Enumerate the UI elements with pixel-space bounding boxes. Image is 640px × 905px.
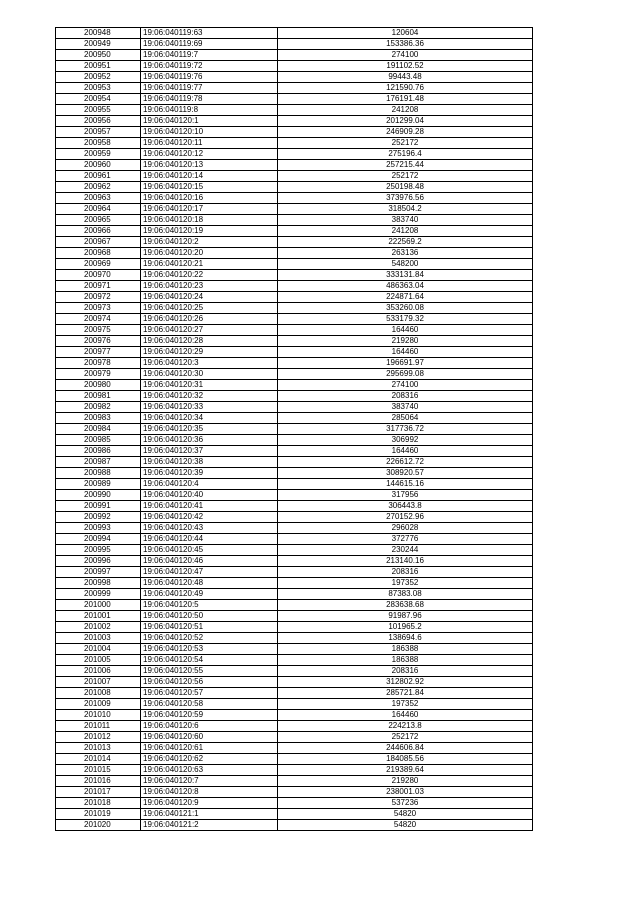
row-id-cell: 200993 bbox=[56, 523, 141, 534]
table-row bbox=[56, 237, 533, 248]
table-row bbox=[56, 743, 533, 754]
row-value-cell: 373976.56 bbox=[278, 193, 533, 204]
row-id-cell: 200971 bbox=[56, 281, 141, 292]
table-row bbox=[56, 182, 533, 193]
table-row bbox=[56, 798, 533, 809]
row-time-cell: 19:06:040120:50 bbox=[141, 611, 278, 622]
row-value-cell: 372776 bbox=[278, 534, 533, 545]
table-row bbox=[56, 28, 533, 39]
table-row bbox=[56, 655, 533, 666]
row-id-cell: 201015 bbox=[56, 765, 141, 776]
table-row bbox=[56, 226, 533, 237]
row-id-cell: 200999 bbox=[56, 589, 141, 600]
row-id-cell: 200990 bbox=[56, 490, 141, 501]
row-time-cell: 19:06:040120:20 bbox=[141, 248, 278, 259]
row-id-cell: 201005 bbox=[56, 655, 141, 666]
row-value-cell: 164460 bbox=[278, 446, 533, 457]
row-id-cell: 201000 bbox=[56, 600, 141, 611]
table-row bbox=[56, 446, 533, 457]
row-id-cell: 201016 bbox=[56, 776, 141, 787]
row-value-cell: 176191.48 bbox=[278, 94, 533, 105]
row-id-cell: 200969 bbox=[56, 259, 141, 270]
row-time-cell: 19:06:040120:51 bbox=[141, 622, 278, 633]
row-id-cell: 201010 bbox=[56, 710, 141, 721]
row-id-cell: 200957 bbox=[56, 127, 141, 138]
row-value-cell: 224871.64 bbox=[278, 292, 533, 303]
row-value-cell: 201299.04 bbox=[278, 116, 533, 127]
row-value-cell: 219389.64 bbox=[278, 765, 533, 776]
table-row bbox=[56, 710, 533, 721]
row-id-cell: 200962 bbox=[56, 182, 141, 193]
row-value-cell: 241208 bbox=[278, 226, 533, 237]
row-time-cell: 19:06:040120:55 bbox=[141, 666, 278, 677]
row-time-cell: 19:06:040120:27 bbox=[141, 325, 278, 336]
row-id-cell: 200977 bbox=[56, 347, 141, 358]
row-id-cell: 200958 bbox=[56, 138, 141, 149]
row-value-cell: 219280 bbox=[278, 776, 533, 787]
row-value-cell: 274100 bbox=[278, 50, 533, 61]
row-id-cell: 200991 bbox=[56, 501, 141, 512]
row-id-cell: 200954 bbox=[56, 94, 141, 105]
row-time-cell: 19:06:040119:72 bbox=[141, 61, 278, 72]
row-id-cell: 200988 bbox=[56, 468, 141, 479]
row-id-cell: 200961 bbox=[56, 171, 141, 182]
row-value-cell: 191102.52 bbox=[278, 61, 533, 72]
table-row bbox=[56, 468, 533, 479]
table-row bbox=[56, 633, 533, 644]
row-time-cell: 19:06:040120:52 bbox=[141, 633, 278, 644]
row-time-cell: 19:06:040120:16 bbox=[141, 193, 278, 204]
row-id-cell: 200995 bbox=[56, 545, 141, 556]
table-row bbox=[56, 611, 533, 622]
row-id-cell: 201009 bbox=[56, 699, 141, 710]
table-row bbox=[56, 666, 533, 677]
row-value-cell: 275196.4 bbox=[278, 149, 533, 160]
table-body bbox=[56, 28, 533, 831]
row-value-cell: 222569.2 bbox=[278, 237, 533, 248]
row-value-cell: 208316 bbox=[278, 666, 533, 677]
row-time-cell: 19:06:040120:18 bbox=[141, 215, 278, 226]
table-row bbox=[56, 303, 533, 314]
table-row bbox=[56, 325, 533, 336]
row-id-cell: 200998 bbox=[56, 578, 141, 589]
row-time-cell: 19:06:040120:4 bbox=[141, 479, 278, 490]
row-time-cell: 19:06:040120:7 bbox=[141, 776, 278, 787]
table-row bbox=[56, 215, 533, 226]
table-row bbox=[56, 545, 533, 556]
row-id-cell: 201020 bbox=[56, 820, 141, 831]
row-value-cell: 252172 bbox=[278, 732, 533, 743]
row-time-cell: 19:06:040119:76 bbox=[141, 72, 278, 83]
row-value-cell: 537236 bbox=[278, 798, 533, 809]
row-time-cell: 19:06:040120:15 bbox=[141, 182, 278, 193]
table-row bbox=[56, 160, 533, 171]
row-value-cell: 138694.6 bbox=[278, 633, 533, 644]
row-id-cell: 200970 bbox=[56, 270, 141, 281]
row-time-cell: 19:06:040121:2 bbox=[141, 820, 278, 831]
row-value-cell: 208316 bbox=[278, 567, 533, 578]
row-value-cell: 383740 bbox=[278, 402, 533, 413]
table-row bbox=[56, 259, 533, 270]
row-id-cell: 200979 bbox=[56, 369, 141, 380]
row-time-cell: 19:06:040120:14 bbox=[141, 171, 278, 182]
row-time-cell: 19:06:040120:60 bbox=[141, 732, 278, 743]
table-row bbox=[56, 402, 533, 413]
row-id-cell: 201017 bbox=[56, 787, 141, 798]
row-value-cell: 186388 bbox=[278, 655, 533, 666]
row-value-cell: 274100 bbox=[278, 380, 533, 391]
row-time-cell: 19:06:040120:62 bbox=[141, 754, 278, 765]
row-value-cell: 318504.2 bbox=[278, 204, 533, 215]
row-id-cell: 201011 bbox=[56, 721, 141, 732]
table-row bbox=[56, 688, 533, 699]
row-id-cell: 200997 bbox=[56, 567, 141, 578]
row-time-cell: 19:06:040120:38 bbox=[141, 457, 278, 468]
row-time-cell: 19:06:040120:44 bbox=[141, 534, 278, 545]
row-time-cell: 19:06:040120:9 bbox=[141, 798, 278, 809]
row-id-cell: 200953 bbox=[56, 83, 141, 94]
row-value-cell: 486363.04 bbox=[278, 281, 533, 292]
table-row bbox=[56, 644, 533, 655]
table-row bbox=[56, 116, 533, 127]
row-time-cell: 19:06:040120:28 bbox=[141, 336, 278, 347]
table-row bbox=[56, 424, 533, 435]
table-row bbox=[56, 72, 533, 83]
row-time-cell: 19:06:040120:53 bbox=[141, 644, 278, 655]
row-value-cell: 317736.72 bbox=[278, 424, 533, 435]
row-time-cell: 19:06:040120:36 bbox=[141, 435, 278, 446]
row-time-cell: 19:06:040120:29 bbox=[141, 347, 278, 358]
table-row bbox=[56, 248, 533, 259]
table-row bbox=[56, 501, 533, 512]
table-row bbox=[56, 776, 533, 787]
row-time-cell: 19:06:040120:37 bbox=[141, 446, 278, 457]
table-row bbox=[56, 622, 533, 633]
row-id-cell: 200966 bbox=[56, 226, 141, 237]
table-row bbox=[56, 94, 533, 105]
table-row bbox=[56, 204, 533, 215]
row-value-cell: 333131.84 bbox=[278, 270, 533, 281]
row-time-cell: 19:06:040120:22 bbox=[141, 270, 278, 281]
table-row bbox=[56, 391, 533, 402]
table-row bbox=[56, 534, 533, 545]
table-row bbox=[56, 578, 533, 589]
table-row bbox=[56, 369, 533, 380]
table-row bbox=[56, 105, 533, 116]
row-id-cell: 200983 bbox=[56, 413, 141, 424]
row-time-cell: 19:06:040120:6 bbox=[141, 721, 278, 732]
row-id-cell: 200959 bbox=[56, 149, 141, 160]
row-time-cell: 19:06:040120:46 bbox=[141, 556, 278, 567]
row-value-cell: 306992 bbox=[278, 435, 533, 446]
row-time-cell: 19:06:040120:25 bbox=[141, 303, 278, 314]
row-id-cell: 200960 bbox=[56, 160, 141, 171]
table-row bbox=[56, 281, 533, 292]
row-time-cell: 19:06:040120:13 bbox=[141, 160, 278, 171]
row-id-cell: 201006 bbox=[56, 666, 141, 677]
row-id-cell: 201014 bbox=[56, 754, 141, 765]
row-value-cell: 164460 bbox=[278, 347, 533, 358]
row-time-cell: 19:06:040120:56 bbox=[141, 677, 278, 688]
table-row bbox=[56, 732, 533, 743]
row-time-cell: 19:06:040120:47 bbox=[141, 567, 278, 578]
row-id-cell: 200955 bbox=[56, 105, 141, 116]
table-row bbox=[56, 699, 533, 710]
row-value-cell: 186388 bbox=[278, 644, 533, 655]
row-time-cell: 19:06:040120:5 bbox=[141, 600, 278, 611]
row-id-cell: 201012 bbox=[56, 732, 141, 743]
table-row bbox=[56, 413, 533, 424]
row-time-cell: 19:06:040120:33 bbox=[141, 402, 278, 413]
table-row bbox=[56, 479, 533, 490]
row-id-cell: 200963 bbox=[56, 193, 141, 204]
row-time-cell: 19:06:040120:41 bbox=[141, 501, 278, 512]
table-row bbox=[56, 754, 533, 765]
table-row bbox=[56, 50, 533, 61]
row-id-cell: 200996 bbox=[56, 556, 141, 567]
row-value-cell: 213140.16 bbox=[278, 556, 533, 567]
row-id-cell: 200982 bbox=[56, 402, 141, 413]
row-time-cell: 19:06:040120:49 bbox=[141, 589, 278, 600]
row-id-cell: 200981 bbox=[56, 391, 141, 402]
row-time-cell: 19:06:040119:63 bbox=[141, 28, 278, 39]
row-value-cell: 208316 bbox=[278, 391, 533, 402]
row-value-cell: 121590.76 bbox=[278, 83, 533, 94]
row-time-cell: 19:06:040120:48 bbox=[141, 578, 278, 589]
row-value-cell: 548200 bbox=[278, 259, 533, 270]
row-id-cell: 200978 bbox=[56, 358, 141, 369]
row-time-cell: 19:06:040120:63 bbox=[141, 765, 278, 776]
row-value-cell: 285064 bbox=[278, 413, 533, 424]
row-id-cell: 201002 bbox=[56, 622, 141, 633]
row-value-cell: 295699.08 bbox=[278, 369, 533, 380]
table-row bbox=[56, 765, 533, 776]
row-time-cell: 19:06:040120:12 bbox=[141, 149, 278, 160]
row-id-cell: 201007 bbox=[56, 677, 141, 688]
row-value-cell: 101965.2 bbox=[278, 622, 533, 633]
table-row bbox=[56, 820, 533, 831]
row-time-cell: 19:06:040119:69 bbox=[141, 39, 278, 50]
row-value-cell: 263136 bbox=[278, 248, 533, 259]
row-id-cell: 200980 bbox=[56, 380, 141, 391]
row-value-cell: 244606.84 bbox=[278, 743, 533, 754]
row-id-cell: 200948 bbox=[56, 28, 141, 39]
row-value-cell: 184085.56 bbox=[278, 754, 533, 765]
row-time-cell: 19:06:040121:1 bbox=[141, 809, 278, 820]
table-row bbox=[56, 138, 533, 149]
row-value-cell: 306443.8 bbox=[278, 501, 533, 512]
row-time-cell: 19:06:040120:17 bbox=[141, 204, 278, 215]
row-value-cell: 533179.32 bbox=[278, 314, 533, 325]
row-id-cell: 201001 bbox=[56, 611, 141, 622]
table-row bbox=[56, 787, 533, 798]
row-time-cell: 19:06:040120:58 bbox=[141, 699, 278, 710]
table-row bbox=[56, 61, 533, 72]
row-value-cell: 317956 bbox=[278, 490, 533, 501]
table-row bbox=[56, 556, 533, 567]
row-time-cell: 19:06:040120:10 bbox=[141, 127, 278, 138]
row-time-cell: 19:06:040120:42 bbox=[141, 512, 278, 523]
row-time-cell: 19:06:040120:35 bbox=[141, 424, 278, 435]
row-id-cell: 201013 bbox=[56, 743, 141, 754]
row-id-cell: 200964 bbox=[56, 204, 141, 215]
row-value-cell: 99443.48 bbox=[278, 72, 533, 83]
row-id-cell: 200984 bbox=[56, 424, 141, 435]
row-id-cell: 200951 bbox=[56, 61, 141, 72]
row-time-cell: 19:06:040120:34 bbox=[141, 413, 278, 424]
row-value-cell: 246909.28 bbox=[278, 127, 533, 138]
data-table bbox=[55, 27, 533, 831]
row-time-cell: 19:06:040120:1 bbox=[141, 116, 278, 127]
row-id-cell: 200949 bbox=[56, 39, 141, 50]
row-value-cell: 91987.96 bbox=[278, 611, 533, 622]
row-id-cell: 200989 bbox=[56, 479, 141, 490]
row-value-cell: 238001.03 bbox=[278, 787, 533, 798]
row-value-cell: 197352 bbox=[278, 699, 533, 710]
table-row bbox=[56, 567, 533, 578]
row-id-cell: 200950 bbox=[56, 50, 141, 61]
row-id-cell: 200994 bbox=[56, 534, 141, 545]
row-value-cell: 252172 bbox=[278, 171, 533, 182]
row-value-cell: 153386.36 bbox=[278, 39, 533, 50]
table-row bbox=[56, 292, 533, 303]
table-row bbox=[56, 435, 533, 446]
table-row bbox=[56, 193, 533, 204]
table-row bbox=[56, 149, 533, 160]
row-id-cell: 200952 bbox=[56, 72, 141, 83]
row-id-cell: 200965 bbox=[56, 215, 141, 226]
row-value-cell: 241208 bbox=[278, 105, 533, 116]
row-value-cell: 383740 bbox=[278, 215, 533, 226]
table-row bbox=[56, 314, 533, 325]
table-row bbox=[56, 677, 533, 688]
row-value-cell: 197352 bbox=[278, 578, 533, 589]
row-value-cell: 353260.08 bbox=[278, 303, 533, 314]
row-id-cell: 200973 bbox=[56, 303, 141, 314]
table-row bbox=[56, 457, 533, 468]
table-row bbox=[56, 171, 533, 182]
row-value-cell: 224213.8 bbox=[278, 721, 533, 732]
row-id-cell: 200968 bbox=[56, 248, 141, 259]
row-value-cell: 308920.57 bbox=[278, 468, 533, 479]
row-id-cell: 201019 bbox=[56, 809, 141, 820]
row-id-cell: 201003 bbox=[56, 633, 141, 644]
row-id-cell: 200956 bbox=[56, 116, 141, 127]
row-value-cell: 87383.08 bbox=[278, 589, 533, 600]
row-value-cell: 230244 bbox=[278, 545, 533, 556]
row-id-cell: 200974 bbox=[56, 314, 141, 325]
table-row bbox=[56, 39, 533, 50]
row-id-cell: 200972 bbox=[56, 292, 141, 303]
row-value-cell: 312802.92 bbox=[278, 677, 533, 688]
row-value-cell: 54820 bbox=[278, 809, 533, 820]
row-value-cell: 144615.16 bbox=[278, 479, 533, 490]
table-row bbox=[56, 270, 533, 281]
row-time-cell: 19:06:040120:61 bbox=[141, 743, 278, 754]
row-time-cell: 19:06:040120:43 bbox=[141, 523, 278, 534]
row-value-cell: 257215.44 bbox=[278, 160, 533, 171]
row-time-cell: 19:06:040120:31 bbox=[141, 380, 278, 391]
row-time-cell: 19:06:040120:19 bbox=[141, 226, 278, 237]
row-time-cell: 19:06:040120:32 bbox=[141, 391, 278, 402]
row-id-cell: 200976 bbox=[56, 336, 141, 347]
row-time-cell: 19:06:040120:30 bbox=[141, 369, 278, 380]
row-id-cell: 201008 bbox=[56, 688, 141, 699]
row-time-cell: 19:06:040120:3 bbox=[141, 358, 278, 369]
table-row bbox=[56, 589, 533, 600]
row-time-cell: 19:06:040119:78 bbox=[141, 94, 278, 105]
row-time-cell: 19:06:040120:40 bbox=[141, 490, 278, 501]
table-row bbox=[56, 600, 533, 611]
row-time-cell: 19:06:040120:54 bbox=[141, 655, 278, 666]
row-id-cell: 200986 bbox=[56, 446, 141, 457]
table-row bbox=[56, 721, 533, 732]
row-id-cell: 201004 bbox=[56, 644, 141, 655]
row-value-cell: 164460 bbox=[278, 710, 533, 721]
table-row bbox=[56, 809, 533, 820]
row-time-cell: 19:06:040120:2 bbox=[141, 237, 278, 248]
row-value-cell: 250198.48 bbox=[278, 182, 533, 193]
row-value-cell: 120604 bbox=[278, 28, 533, 39]
row-value-cell: 164460 bbox=[278, 325, 533, 336]
row-time-cell: 19:06:040120:45 bbox=[141, 545, 278, 556]
row-value-cell: 226612.72 bbox=[278, 457, 533, 468]
row-value-cell: 270152.96 bbox=[278, 512, 533, 523]
row-value-cell: 252172 bbox=[278, 138, 533, 149]
row-value-cell: 196691.97 bbox=[278, 358, 533, 369]
row-time-cell: 19:06:040120:8 bbox=[141, 787, 278, 798]
row-time-cell: 19:06:040119:77 bbox=[141, 83, 278, 94]
table-row bbox=[56, 347, 533, 358]
row-value-cell: 296028 bbox=[278, 523, 533, 534]
row-value-cell: 285721.84 bbox=[278, 688, 533, 699]
row-id-cell: 200992 bbox=[56, 512, 141, 523]
row-time-cell: 19:06:040119:7 bbox=[141, 50, 278, 61]
row-id-cell: 200987 bbox=[56, 457, 141, 468]
row-time-cell: 19:06:040120:26 bbox=[141, 314, 278, 325]
row-time-cell: 19:06:040119:8 bbox=[141, 105, 278, 116]
row-time-cell: 19:06:040120:57 bbox=[141, 688, 278, 699]
table-row bbox=[56, 380, 533, 391]
row-time-cell: 19:06:040120:23 bbox=[141, 281, 278, 292]
table-row bbox=[56, 358, 533, 369]
table-row bbox=[56, 127, 533, 138]
row-value-cell: 54820 bbox=[278, 820, 533, 831]
row-time-cell: 19:06:040120:21 bbox=[141, 259, 278, 270]
row-value-cell: 219280 bbox=[278, 336, 533, 347]
row-time-cell: 19:06:040120:11 bbox=[141, 138, 278, 149]
row-time-cell: 19:06:040120:24 bbox=[141, 292, 278, 303]
row-id-cell: 200985 bbox=[56, 435, 141, 446]
row-id-cell: 201018 bbox=[56, 798, 141, 809]
table-row bbox=[56, 490, 533, 501]
row-id-cell: 200975 bbox=[56, 325, 141, 336]
row-time-cell: 19:06:040120:59 bbox=[141, 710, 278, 721]
table-row bbox=[56, 83, 533, 94]
table-row bbox=[56, 336, 533, 347]
row-id-cell: 200967 bbox=[56, 237, 141, 248]
table-row bbox=[56, 523, 533, 534]
row-time-cell: 19:06:040120:39 bbox=[141, 468, 278, 479]
row-value-cell: 283638.68 bbox=[278, 600, 533, 611]
table-row bbox=[56, 512, 533, 523]
